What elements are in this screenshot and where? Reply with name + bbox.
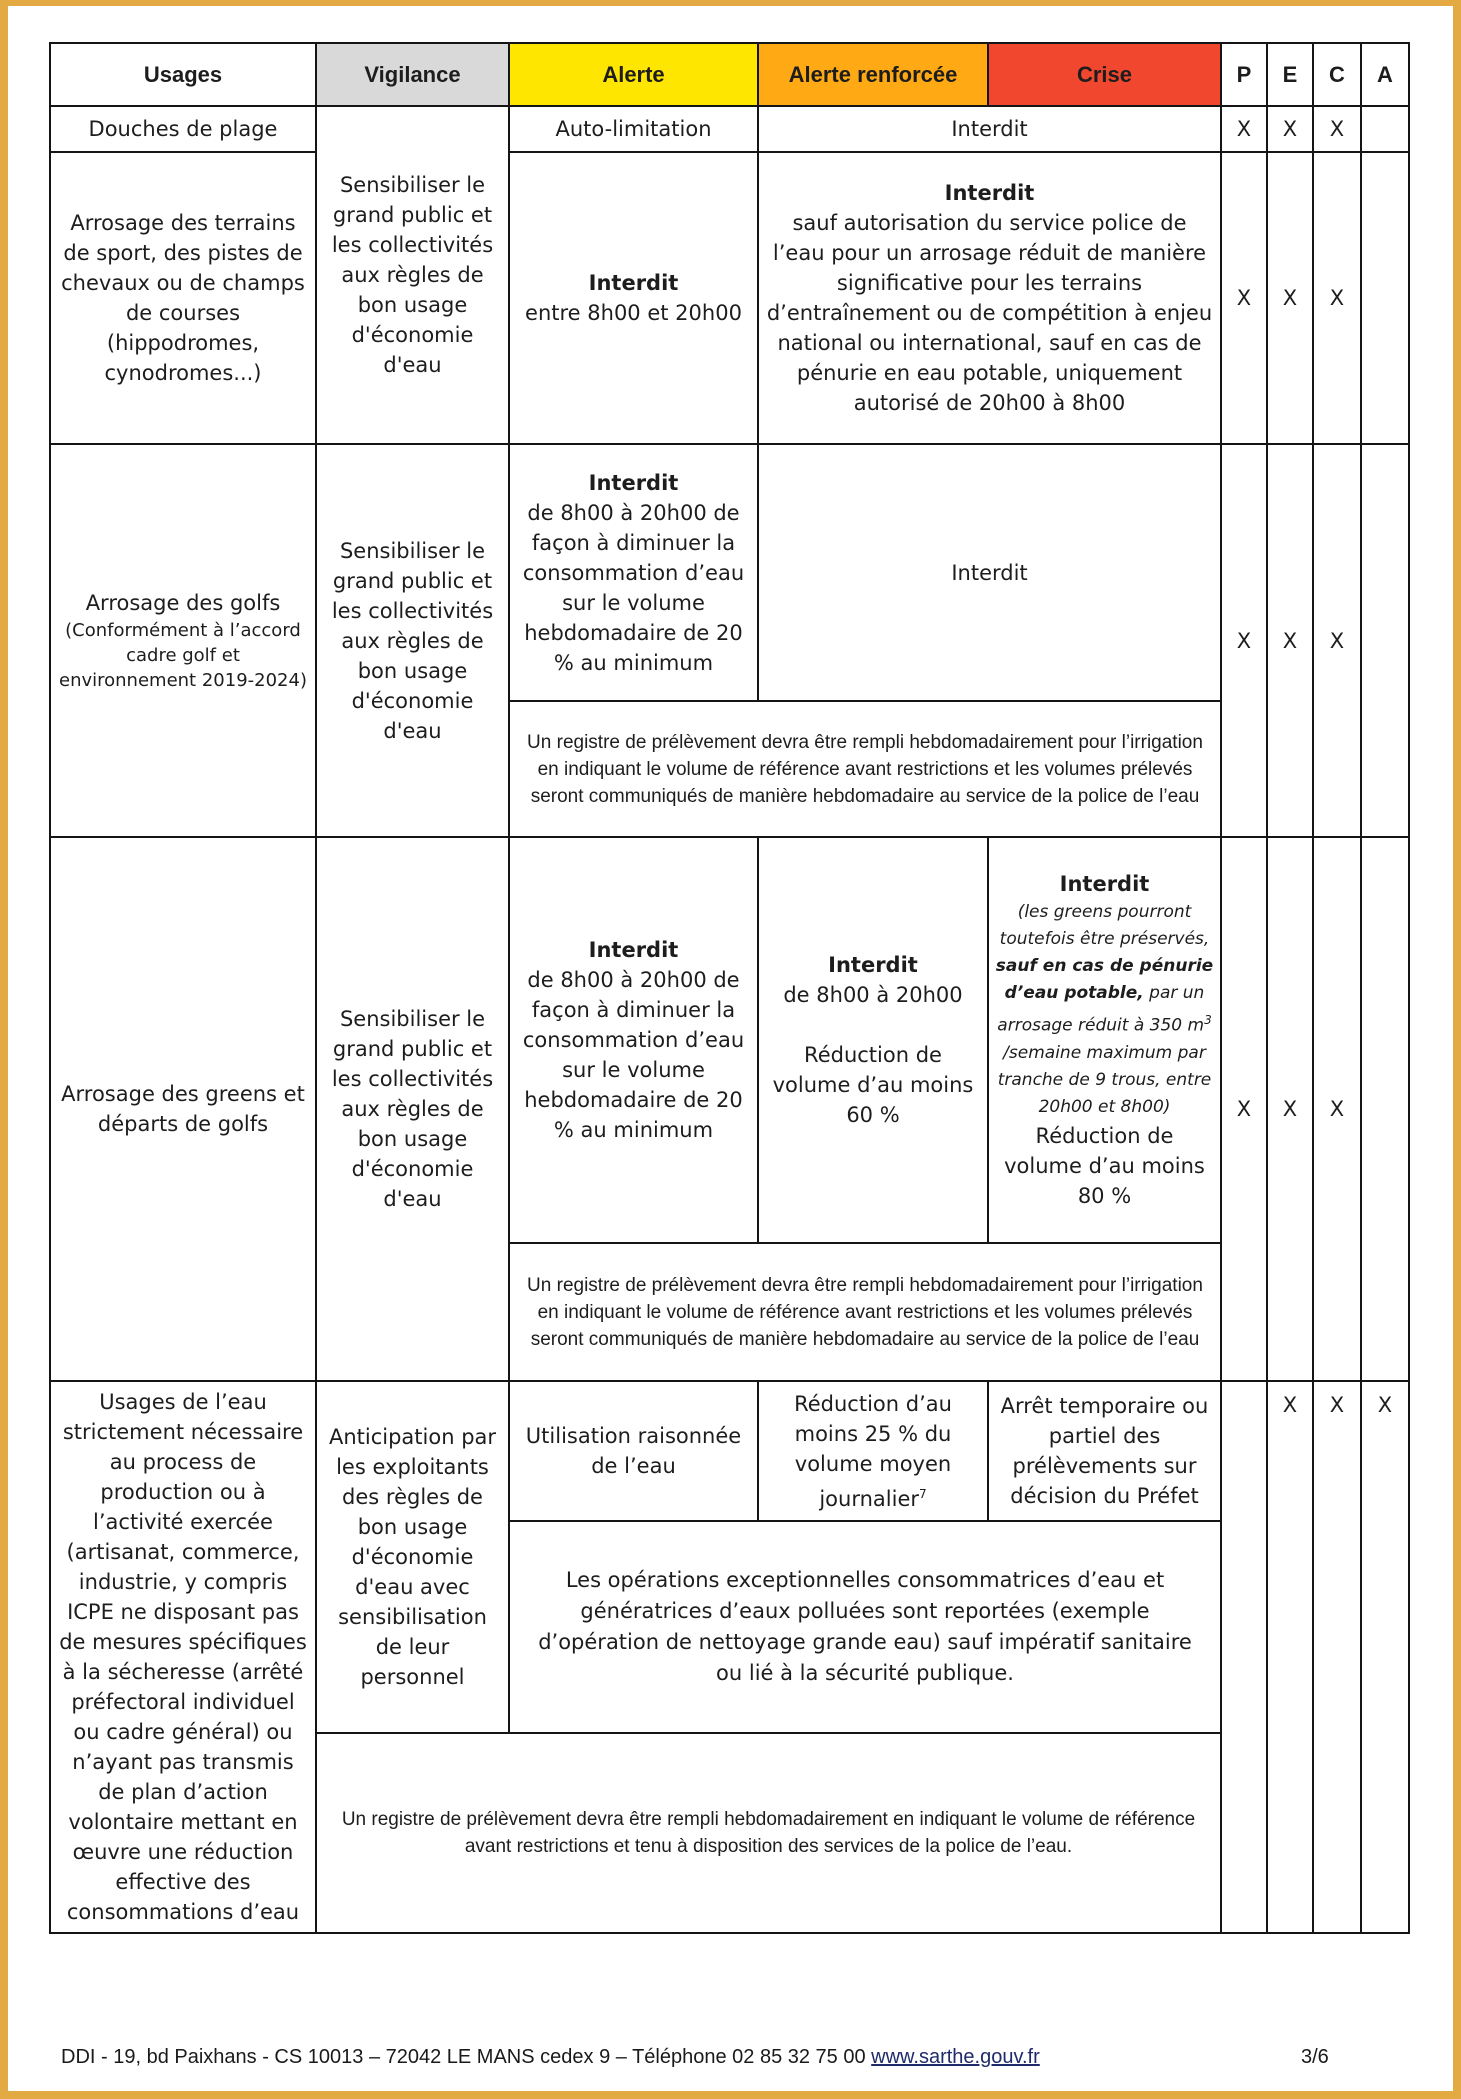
renforcee-text: de 8h00 à 20h00 [783,983,963,1007]
crise-cell: Arrêt temporaire ou partiel des prélèvements sur décision du Préfet [988,1381,1221,1521]
operations-note: Les opérations exceptionnelles consommatrices d’eau et génératrices d’eaux polluées sont reportées (exemple d’opération de nettoyage grande eau) sauf impératif sanitaire ou lié à la sécurité publique. [509,1521,1221,1733]
crise-cell [988,837,1221,1243]
header-crise: Crise [988,43,1221,106]
e-mark: X [1267,444,1313,837]
registre-note: Un registre de prélèvement devra être rempli hebdomadairement en indiquant le volume de référence avant restrictions et tenu à disposition des services de la police de l’eau. [316,1733,1221,1933]
alerte-text: de 8h00 à 20h00 de façon à diminuer la consommation d’eau sur le volume hebdomadaire de 20 % au minimum [522,500,745,675]
a-mark [1361,106,1409,152]
p-mark: X [1221,106,1267,152]
p-mark: X [1221,444,1267,837]
c-mark: X [1313,106,1361,152]
renforcee-crise-cell: Interdit [758,444,1221,701]
registre-note: Un registre de prélèvement devra être rempli hebdomadairement pour l’irrigation en indiquant le volume de référence avant restrictions et les volumes prélevés seront communiqués de manière hebdomadaire au service de la police de l’eau [509,1243,1221,1381]
table-row [50,106,1409,152]
header-row [50,43,1409,106]
p-mark: X [1221,837,1267,1381]
footer-address: DDI - 19, bd Paixhans - CS 10013 – 72042 LE MANS cedex 9 – Téléphone 02 85 32 75 00 [61,2046,872,2068]
header-e: E [1267,43,1313,106]
table-row [50,444,1409,701]
table-row [50,837,1409,1243]
crise-title: Interdit [1059,872,1150,897]
e-mark: X [1267,106,1313,152]
header-vigilance: Vigilance [316,43,509,106]
e-mark: X [1267,837,1313,1381]
renforcee-text: Réduction d’au moins 25 % du volume moyen journalier [794,1391,952,1511]
vigilance-cell: Sensibiliser le grand public et les collectivités aux règles de bon usage d'économie d'eau [316,444,509,837]
usage-cell [50,444,316,837]
renforcee-crise-text: sauf autorisation du service police de l’eau pour un arrosage réduit de manière significative pour les terrains d’entraînement ou de compétition à enjeu national ou international, sauf en cas de pénurie en eau potable, uniquement autorisé de 20h00 à 8h00 [766,211,1213,415]
usage-note: (Conformément à l’accord cadre golf et environnement 2019-2024) [59,620,307,691]
crise-italic-text [995,899,1214,1121]
renforcee-cell [758,1381,988,1521]
crise-reduction: Réduction de volume d’au moins 80 % [1004,1123,1205,1208]
footnote-marker: 7 [919,1486,927,1501]
renforcee-crise-cell: Interdit [758,106,1221,152]
alerte-cell [509,152,758,444]
header-a: A [1361,43,1409,106]
renforcee-crise-title: Interdit [944,181,1035,205]
page-number: 3/6 [1301,2046,1329,2068]
table-row [50,1381,1409,1521]
superscript: 3 [1204,1013,1212,1028]
alerte-cell [509,837,758,1243]
footer-website-link[interactable]: www.sarthe.gouv.fr [871,2046,1040,2068]
usage-cell: Arrosage des greens et départs de golfs [50,837,316,1381]
renforcee-title: Interdit [828,953,918,977]
crise-italic-part: (les greens pourront toutefois être préservés, [999,902,1210,950]
usage-cell: Douches de plage [50,106,316,152]
alerte-title: Interdit [588,470,679,495]
a-mark: X [1361,1381,1409,1933]
c-mark: X [1313,444,1361,837]
header-p: P [1221,43,1267,106]
a-mark [1361,444,1409,837]
alerte-cell [509,444,758,701]
usage-cell: Arrosage des terrains de sport, des pistes de chevaux ou de champs de courses (hippodromes, cynodromes...) [50,152,316,444]
alerte-cell: Auto-limitation [509,106,758,152]
alerte-title: Interdit [588,938,679,962]
vigilance-cell: Anticipation par les exploitants des règles de bon usage d'économie d'eau avec sensibilisation de leur personnel [316,1381,509,1733]
c-mark: X [1313,152,1361,444]
a-mark [1361,837,1409,1381]
e-mark: X [1267,1381,1313,1933]
a-mark [1361,152,1409,444]
p-mark [1221,1381,1267,1933]
renforcee-crise-cell [758,152,1221,444]
spacer [765,1010,981,1040]
document-page [8,6,1453,2091]
alerte-title: Interdit [588,271,679,295]
vigilance-cell: Sensibiliser le grand public et les collectivités aux règles de bon usage d'économie d'eau [316,837,509,1381]
table-row [50,152,1409,444]
vigilance-cell: Sensibiliser le grand public et les collectivités aux règles de bon usage d'économie d'eau [316,106,509,444]
usage-title: Arrosage des golfs [85,591,281,615]
alerte-text: de 8h00 à 20h00 de façon à diminuer la consommation d’eau sur le volume hebdomadaire de 20 % au minimum [522,968,745,1142]
header-alerte-renforcee: Alerte renforcée [758,43,988,106]
restrictions-table [49,42,1410,1934]
crise-italic-part: /semaine maximum par tranche de 9 trous, entre 20h00 et 8h00) [997,1042,1212,1117]
renforcee-cell [758,837,988,1243]
header-usages: Usages [50,43,316,106]
c-mark: X [1313,1381,1361,1933]
header-c: C [1313,43,1361,106]
crise-italic-bold: sauf en cas de pénurie d’eau potable, [995,956,1214,1004]
crise-italic-part: par un arrosage réduit à 350 m [997,983,1205,1036]
registre-note: Un registre de prélèvement devra être rempli hebdomadairement pour l’irrigation en indiquant le volume de référence avant restrictions et les volumes prélevés seront communiqués de manière hebdomadaire au service de la police de l’eau [509,701,1221,837]
c-mark: X [1313,837,1361,1381]
alerte-text: entre 8h00 et 20h00 [525,301,742,325]
renforcee-reduction: Réduction de volume d’au moins 60 % [772,1043,974,1127]
usage-cell: Usages de l’eau strictement nécessaire au process de production ou à l’activité exercée (artisanat, commerce, industrie, y compris ICPE ne disposant pas de mesures spécifiques à la sécheresse (arrêté préfectoral individuel ou cadre général) ou n’ayant pas transmis de plan d’action volontaire mettant en œuvre une réduction effective des consommations d’eau [50,1381,316,1933]
alerte-cell: Utilisation raisonnée de l’eau [509,1381,758,1521]
p-mark: X [1221,152,1267,444]
page-footer [61,2046,1329,2069]
header-alerte: Alerte [509,43,758,106]
e-mark: X [1267,152,1313,444]
